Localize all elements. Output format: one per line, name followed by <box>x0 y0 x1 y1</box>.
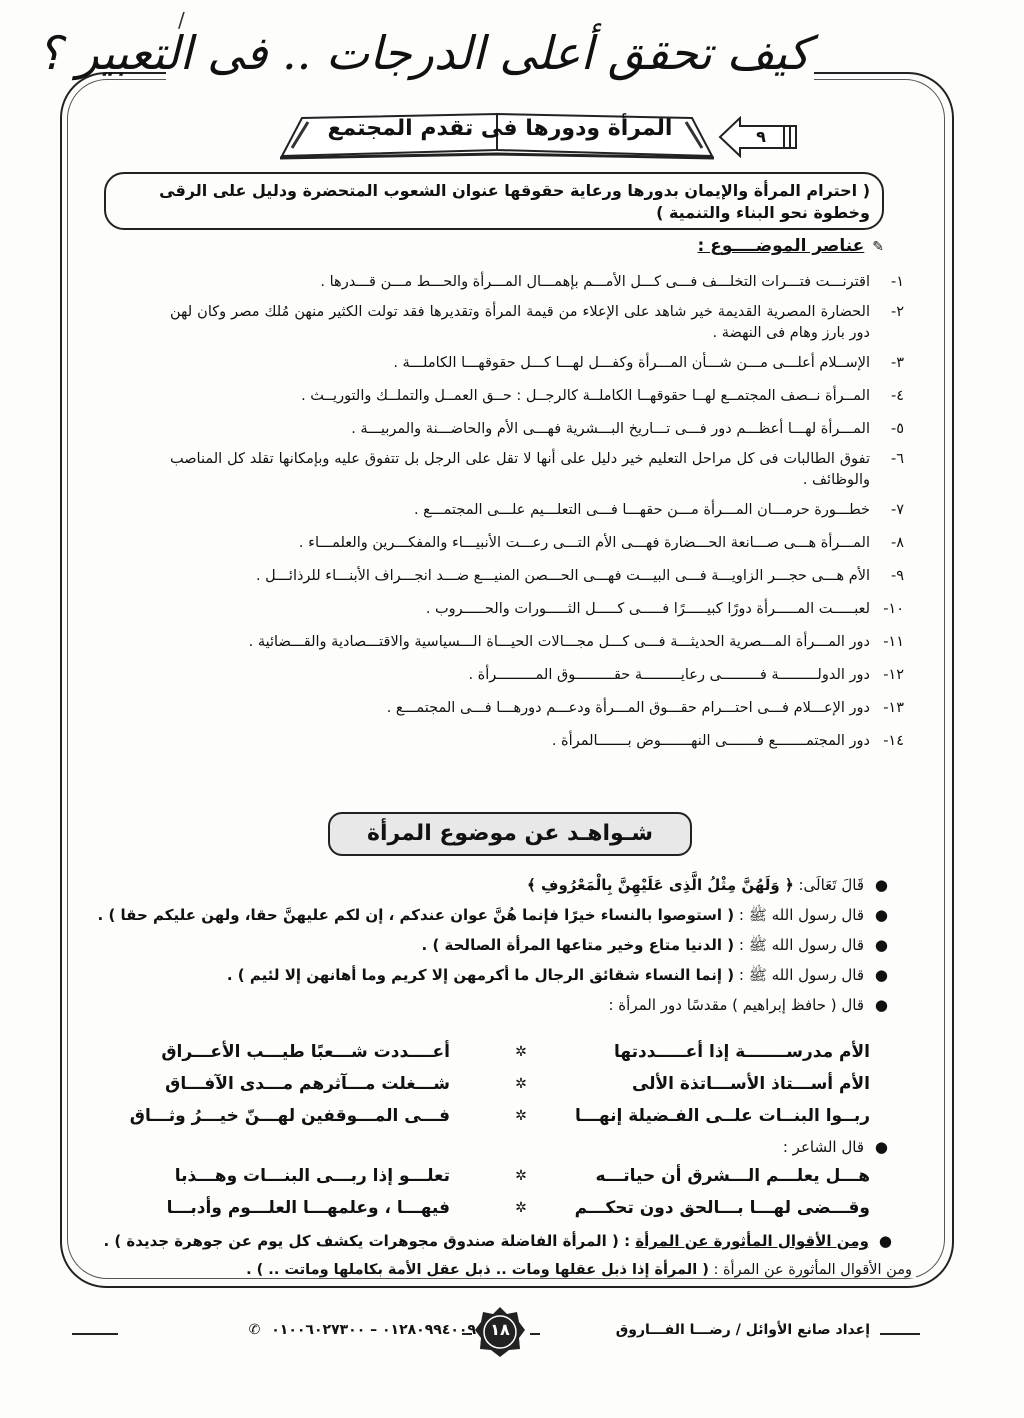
intro-box <box>104 172 884 230</box>
main-title: كيف تحقق أعلى الدرجات .. فى التعبير ؟ <box>37 26 810 80</box>
bullet-icon: ● <box>874 906 888 924</box>
elements-heading: ✎عناصر الموضــــوع : <box>697 236 884 256</box>
phone-icon: ✆ <box>248 1322 261 1338</box>
poem-line: ربــوا البنــات علــى الفـضيلة إنهـــا ✲ فـــى المـــوقفين لهـــنّ خيـــرُ وثـــاق <box>130 1100 870 1132</box>
saying-two: ومن الأقوال المأثورة عن المرأة : ( المرأة إذا ذبل عقلها ومات .. ذبل عقل الأمة بكاملها وماتت .. ) . <box>260 1262 916 1278</box>
bullet-icon: ● <box>874 876 888 894</box>
saying-one: ●ومن الأقوال المأثورة عن المرأة : ( المرأة الفاضلة صندوق مجوهرات يكشف كل يوم عن جوهرة جديدة ) . <box>103 1232 892 1250</box>
intro-text: ( احترام المرأة والإيمان بدورها ورعاية حقوقها عنوان الشعوب المتحضرة ودليل على الرقى وخطوة نحو البناء والتنمية ) <box>159 181 870 222</box>
list-item: ٧- خطـــورة حرمـــان المـــرأة مـــن حقهـــا فـــى التعلـــيم علـــى المجتمـــع . <box>413 502 904 518</box>
footer-author: إعداد صانع الأوائل / رضـــا الفـــاروق <box>615 1322 870 1338</box>
list-item: ● قال رسول الله ﷺ : ( الدنيا متاع وخير متاعها المرأة الصالحة ) . <box>170 930 892 960</box>
star-icon: ✲ <box>515 1168 527 1184</box>
list-item: ١١- دور المـــرأة المـــصرية الحديثـــة فـــى كـــل مجـــالات الحيـــاة الـــسياسية والاقتـــصادية والقـــضائية . <box>248 634 904 650</box>
list-item: ● قَالَ تَعَالَى: ﴿ وَلَهُنَّ مِثْلُ الَّذِى عَلَيْهِنَّ بِالْمَعْرُوفِ ﴾ <box>170 870 892 900</box>
poem-hafez <box>130 1036 870 1132</box>
footer-phones: ٠١٢٨٠٩٩٤٠٠٩ – ٠١٠٠٦٠٢٧٣٠٠ ✆ <box>248 1322 476 1338</box>
list-item: ١٤- دور المجتمـــــــع فـــــــى النهـــــــوض بـــــــالمرأة . <box>551 733 904 749</box>
pen-icon: ✎ <box>872 239 884 255</box>
elements-list <box>170 266 904 758</box>
star-icon: ✲ <box>515 1108 527 1124</box>
list-item: ١٣- دور الإعـــلام فـــى احتـــرام حقـــوق المـــرأة ودعـــم دورهـــا فـــى المجتمـــع . <box>386 700 904 716</box>
bullet-icon: ● <box>874 1138 888 1156</box>
list-item: ٦- تفوق الطالبات فى كل مراحل التعليم خير دليل على أنها لا تقل على الرجل بل تتفوق عليه وبإمكانها تقلد كل المناصب والوظائف . <box>170 451 904 488</box>
lesson-title: المرأة ودورها فى تقدم المجتمع <box>327 116 673 141</box>
list-item: ● قال رسول الله ﷺ : ( إنما النساء شقائق الرجال ما أكرمهن إلا كريم وما أهانهن إلا لئيم ) . <box>170 960 892 990</box>
list-item: ٩- الأم هـــى حجـــر الزاويـــة فـــى البيـــت فهـــى الحـــصن المنيـــع ضـــد انجـــراف الأبنـــاء للرذائـــل . <box>255 568 904 584</box>
witness-title: شـواهـد عن موضوع المرأة <box>328 812 692 856</box>
list-item: ٨- المـــرأة هـــى صـــانعة الحـــضارة فهـــى الأم التـــى رعـــت الأنبيـــاء والمفكـــرين والعلمـــاء . <box>298 535 904 551</box>
poem-line: الأم أســـتاذ الأســـاتذة الألى ✲ شـــغلت مـــآثرهم مـــدى الآفـــاق <box>130 1068 870 1100</box>
list-item: ٥- المـــرأة لهـــا أعظـــم دور فـــى تـــاريخ البـــشرية فهـــى الأم والحاضـــنة والمربيـــة . <box>351 421 904 437</box>
list-item: ٢- الحضارة المصرية القديمة خير شاهد على الإعلاء من قيمة المرأة وتقديرها فقد تولت الكثير منهن مُلك مصر وكان لهن دور بارز وهام فى النهضة . <box>170 304 904 341</box>
bullet-icon: ● <box>874 996 888 1014</box>
list-item: ● قال ( حافظ إبراهيم ) مقدسًا دور المرأة : <box>170 990 892 1020</box>
bullet-icon: ● <box>874 936 888 954</box>
lesson-number: ٩ <box>756 127 766 146</box>
poem-line: هـــل يعلـــم الـــشرق أن حياتـــه ✲ تعلـــو إذا ربـــى البنـــات وهـــذبا <box>130 1160 870 1192</box>
star-icon: ✲ <box>515 1200 527 1216</box>
list-item: ٣- الإســلام أعلـــى مـــن شـــأن المـــرأة وكفـــل لهـــا كـــل حقوقهـــا الكاملـــة . <box>393 355 904 371</box>
bullet-icon: ● <box>874 966 888 984</box>
list-item: ● قال رسول الله ﷺ : ( استوصوا بالنساء خيرًا فإنما هُنَّ عوان عندكم ، إن لكم عليهنَّ حقا، ولهن عليكم حقا ) . <box>170 900 892 930</box>
poem-poet <box>130 1160 870 1224</box>
list-item: ٤- المــرأة نــصف المجتمــع لهــا حقوقهــا الكاملــة كالرجــل : حــق العمــل والتملــك والتوريــث . <box>301 388 904 404</box>
list-item: ١٠- لعبـــــت المـــــرأة دورًا كبيـــــرًا فـــــى كـــــل الثـــــورات والحـــــروب . <box>425 601 904 617</box>
poem-line: وقـــضى لهـــا بـــالحق دون تحكـــم ✲ فيهـــا ، وعلمهـــا العلـــوم وأدبـــا <box>130 1192 870 1224</box>
list-item: ١- اقترنـــت فتـــرات التخلـــف فـــى كـــل الأمـــم بإهمـــال المـــرأة والحـــط مـــن قـــدرها . <box>320 274 904 290</box>
scan-mark: / <box>178 8 185 32</box>
star-icon: ✲ <box>515 1044 527 1060</box>
poem-line: الأم مدرســـــــة إذا أعـــــددتها ✲ أعــــددت شـــعبًا طيـــب الأعـــراق <box>130 1036 870 1068</box>
quotes-list <box>97 870 892 1020</box>
poet-label-row: ● قال الشاعر : <box>600 1132 892 1162</box>
star-icon: ✲ <box>515 1076 527 1092</box>
bullet-icon: ● <box>878 1232 892 1250</box>
list-item: ١٢- دور الدولـــــــــة فـــــــــى رعايـــــــــة حقـــــــــوق المـــــــــرأة . <box>468 667 904 683</box>
page-number: ١٨ <box>490 1320 510 1339</box>
